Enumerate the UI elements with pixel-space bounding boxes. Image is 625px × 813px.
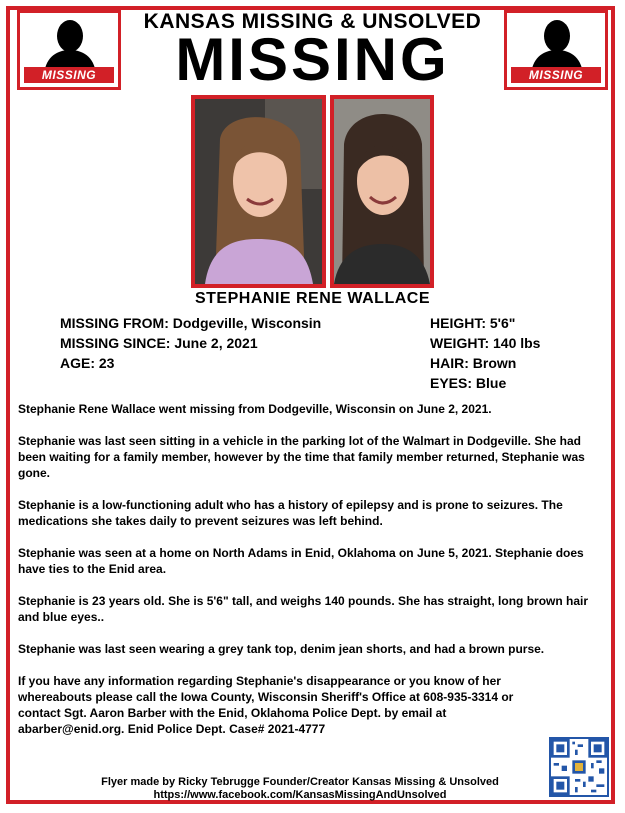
paragraph: Stephanie was last seen sitting in a vehicle in the parking lot of the Walmart in Dodgeville. She had been waiting for a family member, however by the time that family member returned, Stephanie was gone. — [18, 434, 585, 480]
age: AGE: 23 — [60, 355, 115, 371]
facts-right — [430, 313, 540, 393]
weight: WEIGHT: 140 lbs — [430, 335, 541, 351]
footer-credit — [60, 776, 540, 802]
corner-badge-left — [17, 10, 121, 90]
corner-stamp: MISSING — [24, 67, 114, 83]
paragraph: Stephanie was seen at a home on North Adams in Enid, Oklahoma on June 5, 2021. Stephanie does have ties to the Enid area. — [18, 546, 584, 576]
photo-2 — [330, 95, 434, 288]
paragraph: Stephanie is 23 years old. She is 5'6" tall, and weighs 140 pounds. She has straight, long brown hair and blue eyes.. — [18, 594, 589, 624]
missing-banner: MISSING — [175, 26, 450, 93]
qr-code[interactable] — [549, 737, 609, 797]
description — [18, 401, 610, 753]
corner-badge-right — [504, 10, 608, 90]
missing-since: MISSING SINCE: June 2, 2021 — [60, 335, 258, 351]
facebook-link[interactable]: https://www.facebook.com/KansasMissingAndUnsolved — [153, 789, 447, 801]
facts-left — [60, 313, 321, 373]
credit-line: Flyer made by Ricky Tebrugge Founder/Creator Kansas Missing & Unsolved — [101, 776, 499, 788]
paragraph: Stephanie Rene Wallace went missing from Dodgeville, Wisconsin on June 2, 2021. — [18, 402, 492, 416]
photo-1 — [191, 95, 326, 288]
org-title: KANSAS MISSING & UNSOLVED — [143, 10, 482, 33]
silhouette-icon — [42, 16, 98, 74]
paragraph: Stephanie was last seen wearing a grey tank top, denim jean shorts, and had a brown purse. — [18, 642, 545, 656]
eyes: EYES: Blue — [430, 375, 507, 391]
contact-paragraph: If you have any information regarding Stephanie's disappearance or you know of her whereabouts please call the Iowa County, Wisconsin Sheriff's Office at 608-935-3314 or contact Sgt. Aaron Barber with the Enid, Oklahoma Police Dept. by email at abarber@enid.org. Enid Police Dept. Case# 2021-4777 — [18, 674, 514, 736]
hair: HAIR: Brown — [430, 355, 517, 371]
silhouette-icon — [529, 16, 585, 74]
corner-stamp: MISSING — [511, 67, 601, 83]
missing-from: MISSING FROM: Dodgeville, Wisconsin — [60, 315, 322, 331]
qr-code-icon — [551, 739, 607, 795]
paragraph: Stephanie is a low-functioning adult who has a history of epilepsy and is prone to seizures. The medications she takes daily to prevent seizures was left behind. — [18, 498, 563, 528]
person-name: STEPHANIE RENE WALLACE — [194, 290, 430, 307]
height: HEIGHT: 5'6" — [430, 315, 516, 331]
